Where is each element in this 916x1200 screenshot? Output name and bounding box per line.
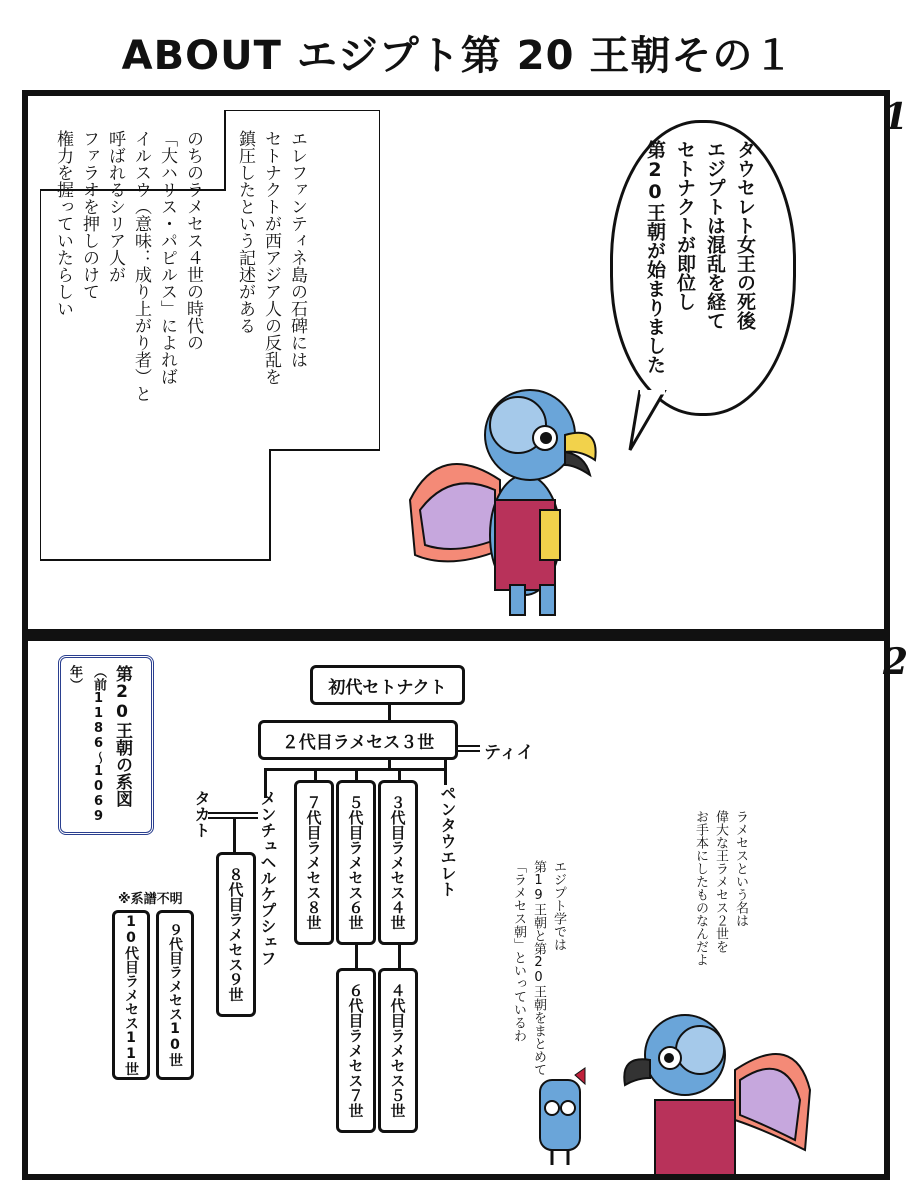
label-mentuherkhepeshef: メンチュヘルケプシェフ [258,790,277,966]
note-ramesside-period: エジプト学では 第19王朝と第20王朝をまとめて 「ラメセス朝」といっているわ [511,860,566,1076]
connector [233,819,236,854]
small-mascot-illustration [530,1060,590,1170]
label-pentaweret: ペンタウエレト [438,785,457,897]
marriage-line [458,750,480,752]
connector [314,768,317,780]
box-ramesses6: ５代目ラメセス６世 [336,780,376,945]
bird-mascot-illustration [400,380,610,620]
box-ramesses11: 10代目ラメセス11世 [112,910,150,1080]
family-title: 第20王朝の系図 （前1186〜1069年） [67,665,132,824]
marriage-line [458,745,480,747]
marriage-line [208,812,258,814]
box-ramesses5: ４代目ラメセス５世 [378,968,418,1133]
bubble-tail [620,390,680,460]
box-ramesses9: ８代目ラメセス９世 [216,852,256,1017]
panel-number-2: 2 [882,641,908,683]
connector [398,768,401,780]
speech-text: タウセレト女王の死後 エジプトは混乱を経て セトナクトが即位し 第20王朝が始まりました [644,140,756,374]
connector [264,768,444,771]
connector [355,768,358,780]
bird-mascot-illustration-2 [615,1010,815,1175]
box-founder: 初代セトナクト [310,665,465,705]
box-ramesses8: ７代目ラメセス８世 [294,780,334,945]
page-title: ABOUT エジプト第 20 王朝その１ [121,33,795,79]
note-ramesses-name: ラメセスという名は 偉大な王ラメセス２世を お手本にしたものなんだよ [693,810,748,966]
box-ramesses10: ９代目ラメセス10世 [156,910,194,1080]
box-ramesses7: ６代目ラメセス７世 [336,968,376,1133]
narration-text: エレファンティネ島の石碑には セトナクトが西アジア人の反乱を 鎮圧したという記述がある のちのラメセス４世の時代の 「大ハリス・パピルス」によれば イルスウ（意味：成り上がり者）と 呼ばれるシリア人が ファラオを押しのけて 権力を握っていたらしい [53,130,307,402]
label-takhat: タカト [192,790,211,838]
label-tiy: ティイ [484,743,534,763]
panel-number-1: 1 [882,96,908,138]
box-ramesses4: ３代目ラメセス４世 [378,780,418,945]
box-ramesses3: ２代目ラメセス３世 [258,720,458,760]
label-unknown-lineage: ※系譜不明 [118,892,183,907]
